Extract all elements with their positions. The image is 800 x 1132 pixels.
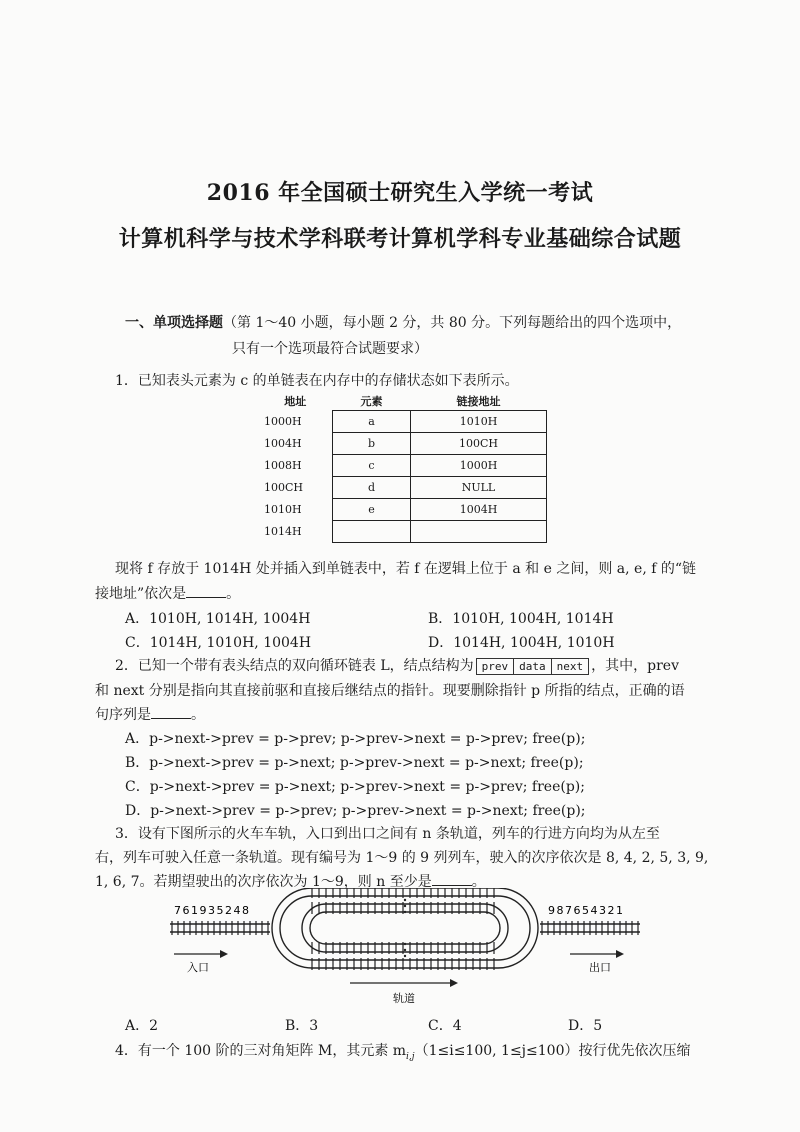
q3-line-2: 右，列车可驶入任意一条轨道。现有编号为 1～9 的 9 列列车，驶入的次序依次是 8, 4, 2, 5, 3, 9, [95,850,709,866]
link-cell: 1000H [411,455,547,477]
q1-option-d: D．1014H, 1004H, 1010H [428,635,615,651]
table-row [258,433,547,455]
q1-option-b: B．1010H, 1004H, 1014H [428,611,614,627]
section-heading [125,312,681,332]
q2-stem: 2．已知一个带有表头结点的双向循环链表 L，结点结构为 prev data next ，其中，prev [115,658,680,674]
table-row [258,477,547,499]
answer-blank [186,585,226,598]
table-header: 链接地址 [456,395,501,408]
q2-option-c: C．p->next->prev = p->next; p->prev->next = p->prev; free(p); [125,779,585,795]
table-row [258,455,547,477]
q2-option-a: A．p->next->prev = p->prev; p->prev->next = p->prev; free(p); [125,731,586,747]
q3-option-b: B．3 [285,1018,319,1034]
address-cell: 1004H [264,437,302,450]
train-track-diagram [160,888,650,1008]
q1-stem: 1．已知表头元素为 c 的单链表在内存中的存储状态如下表所示。 [115,373,519,389]
answer-blank [432,873,472,886]
q2-line-2: 和 next 分别是指向其直接前驱和直接后继结点的指针。现要删除指针 p 所指的结点，正确的语 [95,683,685,699]
exam-title-line1: 2016 年全国硕士研究生入学统一考试 [206,180,594,206]
train-left-sequence: 761935248 [174,904,251,917]
q3-line-1: 3．设有下图所示的火车车轨，入口到出口之间有 n 条轨道，列车的行进方向均为从左至 [115,826,660,842]
track-label: 轨道 [393,992,415,1005]
section-desc-2: 只有一个选项最符合试题要求） [232,341,428,357]
address-cell: 100CH [264,481,304,494]
q2-line-3: 句序列是 。 [95,707,205,723]
link-cell: 1004H [411,499,547,521]
node-field-data: data [514,659,552,674]
link-cell: 1010H [411,411,547,433]
q1-text-1: 现将 f 存放于 1014H 处并插入到单链表中，若 f 在逻辑上位于 a 和 e 之间，则 a, e, f 的“链 [115,561,697,577]
table-row [258,499,547,521]
link-cell: 100CH [411,433,547,455]
table-header: 元素 [360,395,383,408]
q4-line-1: 4．有一个 100 阶的三对角矩阵 M，其元素 $m_{i,j}(1\le i\le 100$, 1≤j≤100）按行优先依次压缩 [115,1043,691,1062]
q3-line-3: 1, 6, 7。若期望驶出的次序依次为 1～9，则 n 至少是 。 [95,874,486,890]
link-cell: NULL [411,477,547,499]
address-cell: 1000H [264,415,302,428]
q4-subscript: i,j [406,1051,415,1062]
table-row [258,411,547,433]
q1-option-c: C．1014H, 1010H, 1004H [125,635,312,651]
q1-memory-table [258,392,547,543]
address-cell: 1010H [264,503,302,516]
table-row [258,521,547,543]
answer-blank [151,706,191,719]
element-cell [333,521,411,543]
address-cell: 1014H [264,525,302,538]
element-cell: c [333,455,411,477]
table-header: 地址 [284,395,307,409]
exam-title-line2: 计算机科学与技术学科联考计算机学科专业基础综合试题 [118,226,682,252]
track-dots [404,899,406,957]
q1-option-a: A．1010H, 1014H, 1004H [125,611,311,627]
element-cell: b [333,433,411,455]
q3-option-a: A．2 [125,1018,159,1034]
q2-option-b: B．p->next->prev = p->next; p->prev->next = p->next; free(p); [125,755,584,771]
section-title: 一、单项选择题 [125,315,223,331]
element-cell: d [333,477,411,499]
node-field-next: next [556,659,584,673]
q3-option-c: C．4 [428,1018,462,1034]
link-cell [411,521,547,543]
element-cell: a [333,411,411,433]
node-structure-box [476,658,590,675]
node-field-prev: prev [477,659,515,674]
q3-option-d: D．5 [568,1018,603,1034]
section-desc-1: （第 1～40 小题，每小题 2 分，共 80 分。下列每题给出的四个选项中， [223,315,682,331]
q1-text-2: 接地址”依次是 。 [95,586,241,602]
q2-option-d: D．p->next->prev = p->prev; p->prev->next = p->next; free(p); [125,803,586,819]
entry-label: 入口 [187,961,209,974]
exit-label: 出口 [589,961,611,974]
train-right-sequence: 987654321 [548,904,625,917]
address-cell: 1008H [264,459,302,472]
element-cell: e [333,499,411,521]
